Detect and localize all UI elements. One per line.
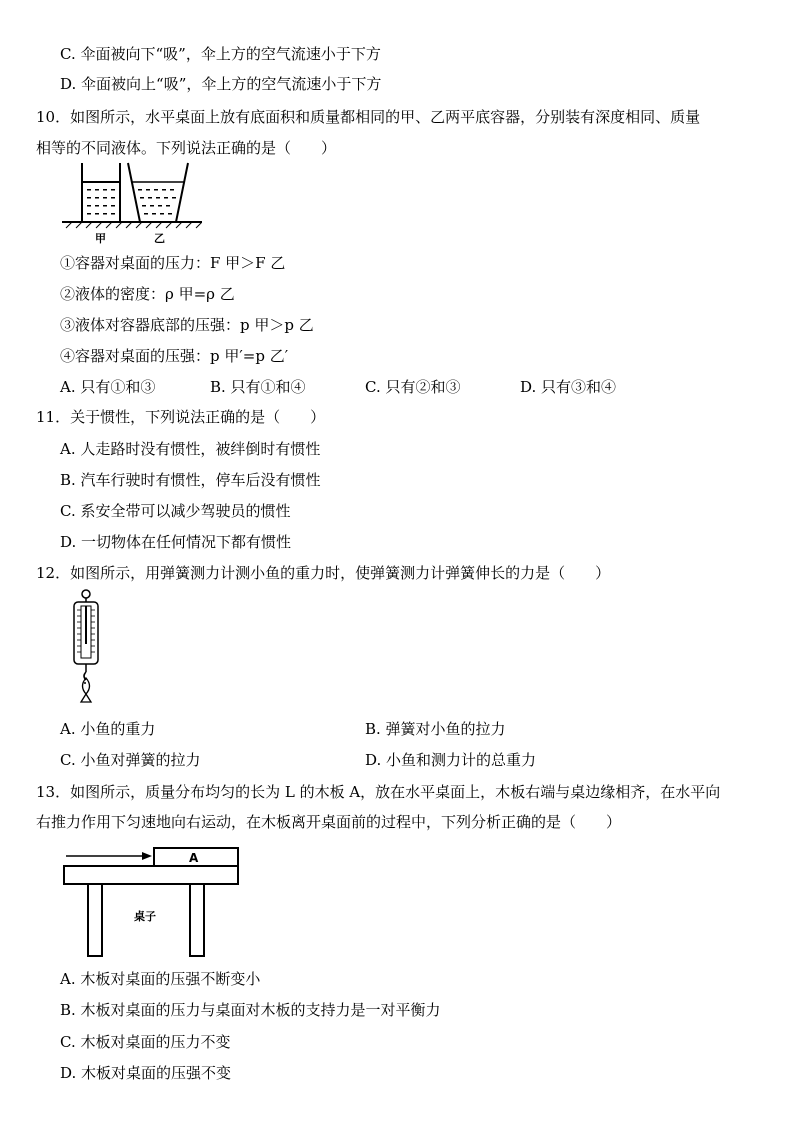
q10-statement-3: ③液体对容器底部的压强：p 甲＞p 乙 [60, 316, 314, 334]
q13-board-table-figure [60, 842, 244, 960]
q11-option-a[interactable]: A. 人走路时没有惯性，被绊倒时有惯性 [60, 440, 321, 458]
q10-containers-figure [62, 162, 202, 248]
q10-options-row [0, 376, 794, 398]
q12-option-a[interactable]: A. 小鱼的重力 [60, 720, 156, 738]
q10-option-c[interactable]: C. 只有②和③ [365, 378, 461, 396]
q13-stem-line1: 13．如图所示，质量分布均匀的长为 L 的木板 A，放在水平桌面上，木板右端与桌边缘相齐，在水平向 [36, 783, 721, 801]
q11-option-c[interactable]: C. 系安全带可以减少驾驶员的惯性 [60, 502, 291, 520]
q12-option-c[interactable]: C. 小鱼对弹簧的拉力 [60, 751, 201, 769]
fig-label-table: 桌子 [134, 910, 156, 923]
q10-option-a[interactable]: A. 只有①和③ [60, 378, 156, 396]
q9-option-c[interactable]: C. 伞面被向下“吸”，伞上方的空气流速小于下方 [60, 45, 381, 63]
q12-stem: 12．如图所示，用弹簧测力计测小鱼的重力时，使弹簧测力计弹簧伸长的力是（ ） [36, 564, 611, 582]
q13-option-a[interactable]: A. 木板对桌面的压强不断变小 [60, 970, 261, 988]
fig-label-jia: 甲 [95, 232, 106, 245]
q10-option-d[interactable]: D. 只有③和④ [520, 378, 617, 396]
q12-option-d[interactable]: D. 小鱼和测力计的总重力 [365, 751, 537, 769]
q10-statement-2: ②液体的密度：ρ 甲=ρ 乙 [60, 285, 235, 303]
q11-option-b[interactable]: B. 汽车行驶时有惯性，停车后没有惯性 [60, 471, 321, 489]
fig-label-yi: 乙 [154, 232, 165, 245]
q13-option-d[interactable]: D. 木板对桌面的压强不变 [60, 1064, 232, 1082]
q11-stem: 11．关于惯性，下列说法正确的是（ ） [36, 408, 326, 426]
q13-option-c[interactable]: C. 木板对桌面的压力不变 [60, 1033, 231, 1051]
q10-stem-line2: 相等的不同液体。下列说法正确的是（ ） [36, 139, 337, 157]
q10-stem-line1: 10．如图所示，水平桌面上放有底面积和质量都相同的甲、乙两平底容器，分别装有深度相同、质量 [36, 108, 701, 126]
q13-option-b[interactable]: B. 木板对桌面的压力与桌面对木板的支持力是一对平衡力 [60, 1001, 441, 1019]
q13-stem-line2: 右推力作用下匀速地向右运动，在木板离开桌面前的过程中，下列分析正确的是（ ） [36, 813, 622, 831]
q9-option-d[interactable]: D. 伞面被向上“吸”，伞上方的空气流速小于下方 [60, 75, 382, 93]
q10-statement-4: ④容器对桌面的压强：p 甲′=p 乙′ [60, 347, 289, 365]
q10-statement-1: ①容器对桌面的压力：F 甲＞F 乙 [60, 254, 286, 272]
q12-spring-scale-figure [66, 588, 106, 706]
fig-label-board-a: A [189, 851, 199, 865]
q12-option-b[interactable]: B. 弹簧对小鱼的拉力 [365, 720, 506, 738]
q10-option-b[interactable]: B. 只有①和④ [210, 378, 306, 396]
q11-option-d[interactable]: D. 一切物体在任何情况下都有惯性 [60, 533, 292, 551]
